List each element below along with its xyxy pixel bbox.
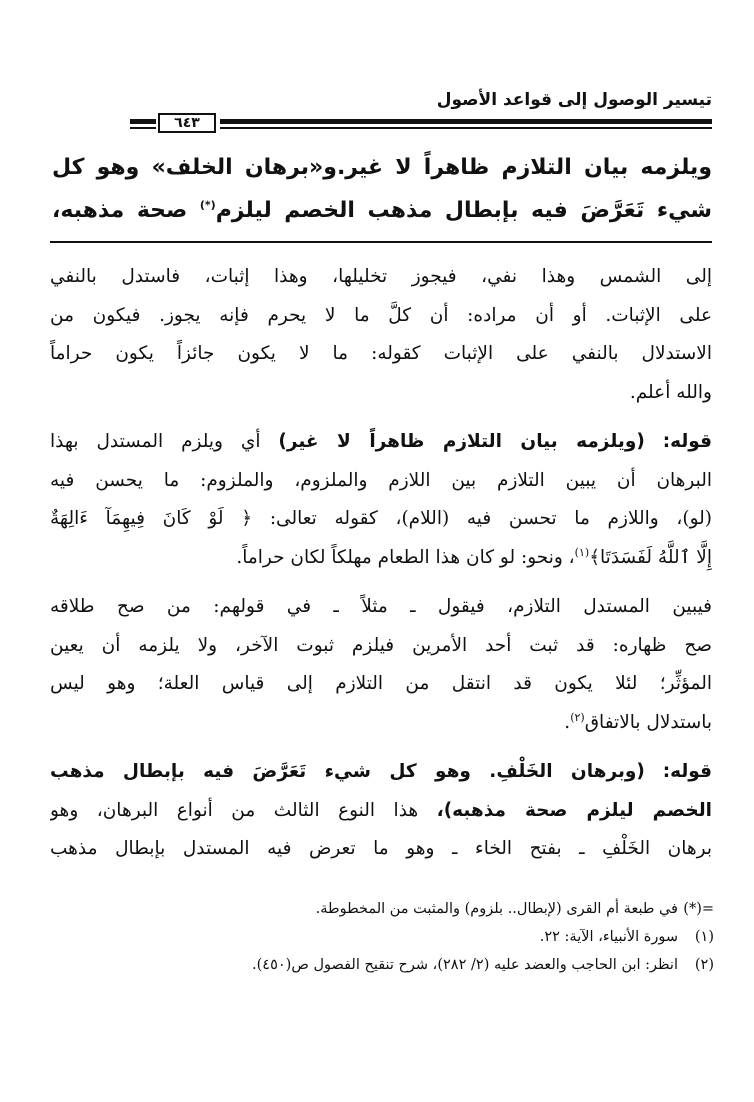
footnote-mark: (٢) <box>694 957 714 973</box>
footnote <box>42 895 714 923</box>
text-line: البرهان أن يبين التلازم بين اللازم والملزوم، والملزوم: ما يحسن فيه <box>50 469 712 491</box>
footnote-ref: (١) <box>574 545 590 559</box>
text-run: . <box>564 711 571 733</box>
commentary-paragraph <box>50 423 712 577</box>
footnotes <box>42 895 714 979</box>
text-line <box>50 423 712 462</box>
matn-line: ويلزمه بيان التلازم ظاهراً لا غير.و«برهان الخلف» وهو كل <box>52 155 712 180</box>
header-rule-thick <box>220 119 712 124</box>
header-rule-thin <box>220 127 712 129</box>
commentary-paragraph <box>50 753 712 869</box>
text-run: هذا النوع الثالث من أنواع البرهان، وهو <box>50 799 419 821</box>
quran-verse: ﴿ لَوْ كَانَ فِيهِمَآ ءَالِهَةٌ <box>50 508 253 529</box>
quran-verse: إِلَّا ٱللَّهُ لَفَسَدَتَا﴾ <box>589 546 712 568</box>
matn-line <box>52 189 712 232</box>
footnote-text: سورة الأنبياء، الآية: ٢٢. <box>539 929 678 945</box>
text-run: باستدلال بالاتفاق <box>584 711 712 733</box>
quoted-matn: الخصم ليلزم صحة مذهبه)، <box>436 799 712 821</box>
footnote-mark: =(*) <box>683 901 714 917</box>
text-line: إلى الشمس وهذا نفي، فيجوز تخليلها، وهذا إثبات، فاستدل بالنفي <box>50 266 712 287</box>
text-line: على الإثبات. أو أن مراده: أن كلَّ ما لا يحرم فإنه يجوز. فيكون من <box>50 304 712 326</box>
footnote-text: في طبعة أم القرى (لإبطال.. بلزوم) والمثبت من المخطوطة. <box>315 901 678 917</box>
commentary-paragraph <box>50 588 712 742</box>
footnote-ref: (٢) <box>570 710 585 724</box>
footnote-mark: (١) <box>694 929 714 945</box>
commentary-paragraph <box>50 258 712 412</box>
text-line <box>50 500 712 539</box>
matn-line-text: شيء تَعَرَّضَ فيه بإبطال مذهب الخصم ليلزم <box>215 198 712 223</box>
running-title: تيسير الوصول إلى قواعد الأصول <box>436 90 712 110</box>
text-line <box>50 539 712 578</box>
text-line: والله أعلم. <box>629 381 712 403</box>
text-run: ، ونحو: لو كان هذا الطعام مهلكاً لكان حراماً. <box>236 546 575 568</box>
page-number: ٦٤٣ <box>158 113 216 133</box>
quoted-matn: (ويلزمه بيان التلازم ظاهراً لا غير) <box>278 431 645 452</box>
text-line: المؤثِّر؛ لئلا يكون قد انتقل من التلازم إلى قياس العلة؛ وهو ليس <box>50 673 712 694</box>
text-line: الاستدلال بالنفي على الإثبات كقوله: ما لا يكون جائزاً يكون حراماً <box>50 343 712 364</box>
text-line: صح ظهاره: قد ثبت أحد الأمرين فيلزم ثبوت الآخر، ولا يلزمه أن يعين <box>50 634 712 656</box>
quoted-matn: (وبرهان الخَلْفِ. وهو كل شيء تَعَرَّضَ فيه بإبطال مذهب <box>50 761 645 782</box>
text-line: فيبين المستدل التلازم، فيقول ـ مثلاً ـ في قولهم: من صح طلاقه <box>50 596 712 617</box>
text-run: أي ويلزم المستدل بهذا <box>50 431 261 452</box>
matn-line-end: صحة مذهبه، <box>52 198 188 223</box>
text-line: برهان الخَلْفِ ـ بفتح الخاء ـ وهو ما تعرض فيه المستدل بإبطال مذهب <box>50 838 712 859</box>
matn-footnote-ref: (*) <box>199 198 216 212</box>
header-rule <box>130 116 712 136</box>
matn-text <box>52 146 712 232</box>
matn-divider <box>50 241 712 243</box>
commentary-text <box>50 258 712 880</box>
quote-label: قوله: <box>662 761 712 782</box>
text-line <box>50 704 712 743</box>
text-run: (لو)، واللازم ما تحسن فيه (اللام)، كقوله تعالى: <box>269 508 712 529</box>
text-line <box>50 792 712 831</box>
header-rule-left-thick <box>130 119 156 124</box>
footnote <box>42 923 714 951</box>
header-rule-left-thin <box>130 127 156 129</box>
quote-label: قوله: <box>662 431 712 452</box>
text-line <box>50 753 712 792</box>
footnote <box>42 951 714 979</box>
footnote-text: انظر: ابن الحاجب والعضد عليه (٢/ ٢٨٢)، شرح تنقيح الفصول ص(٤٥٠). <box>252 957 678 973</box>
